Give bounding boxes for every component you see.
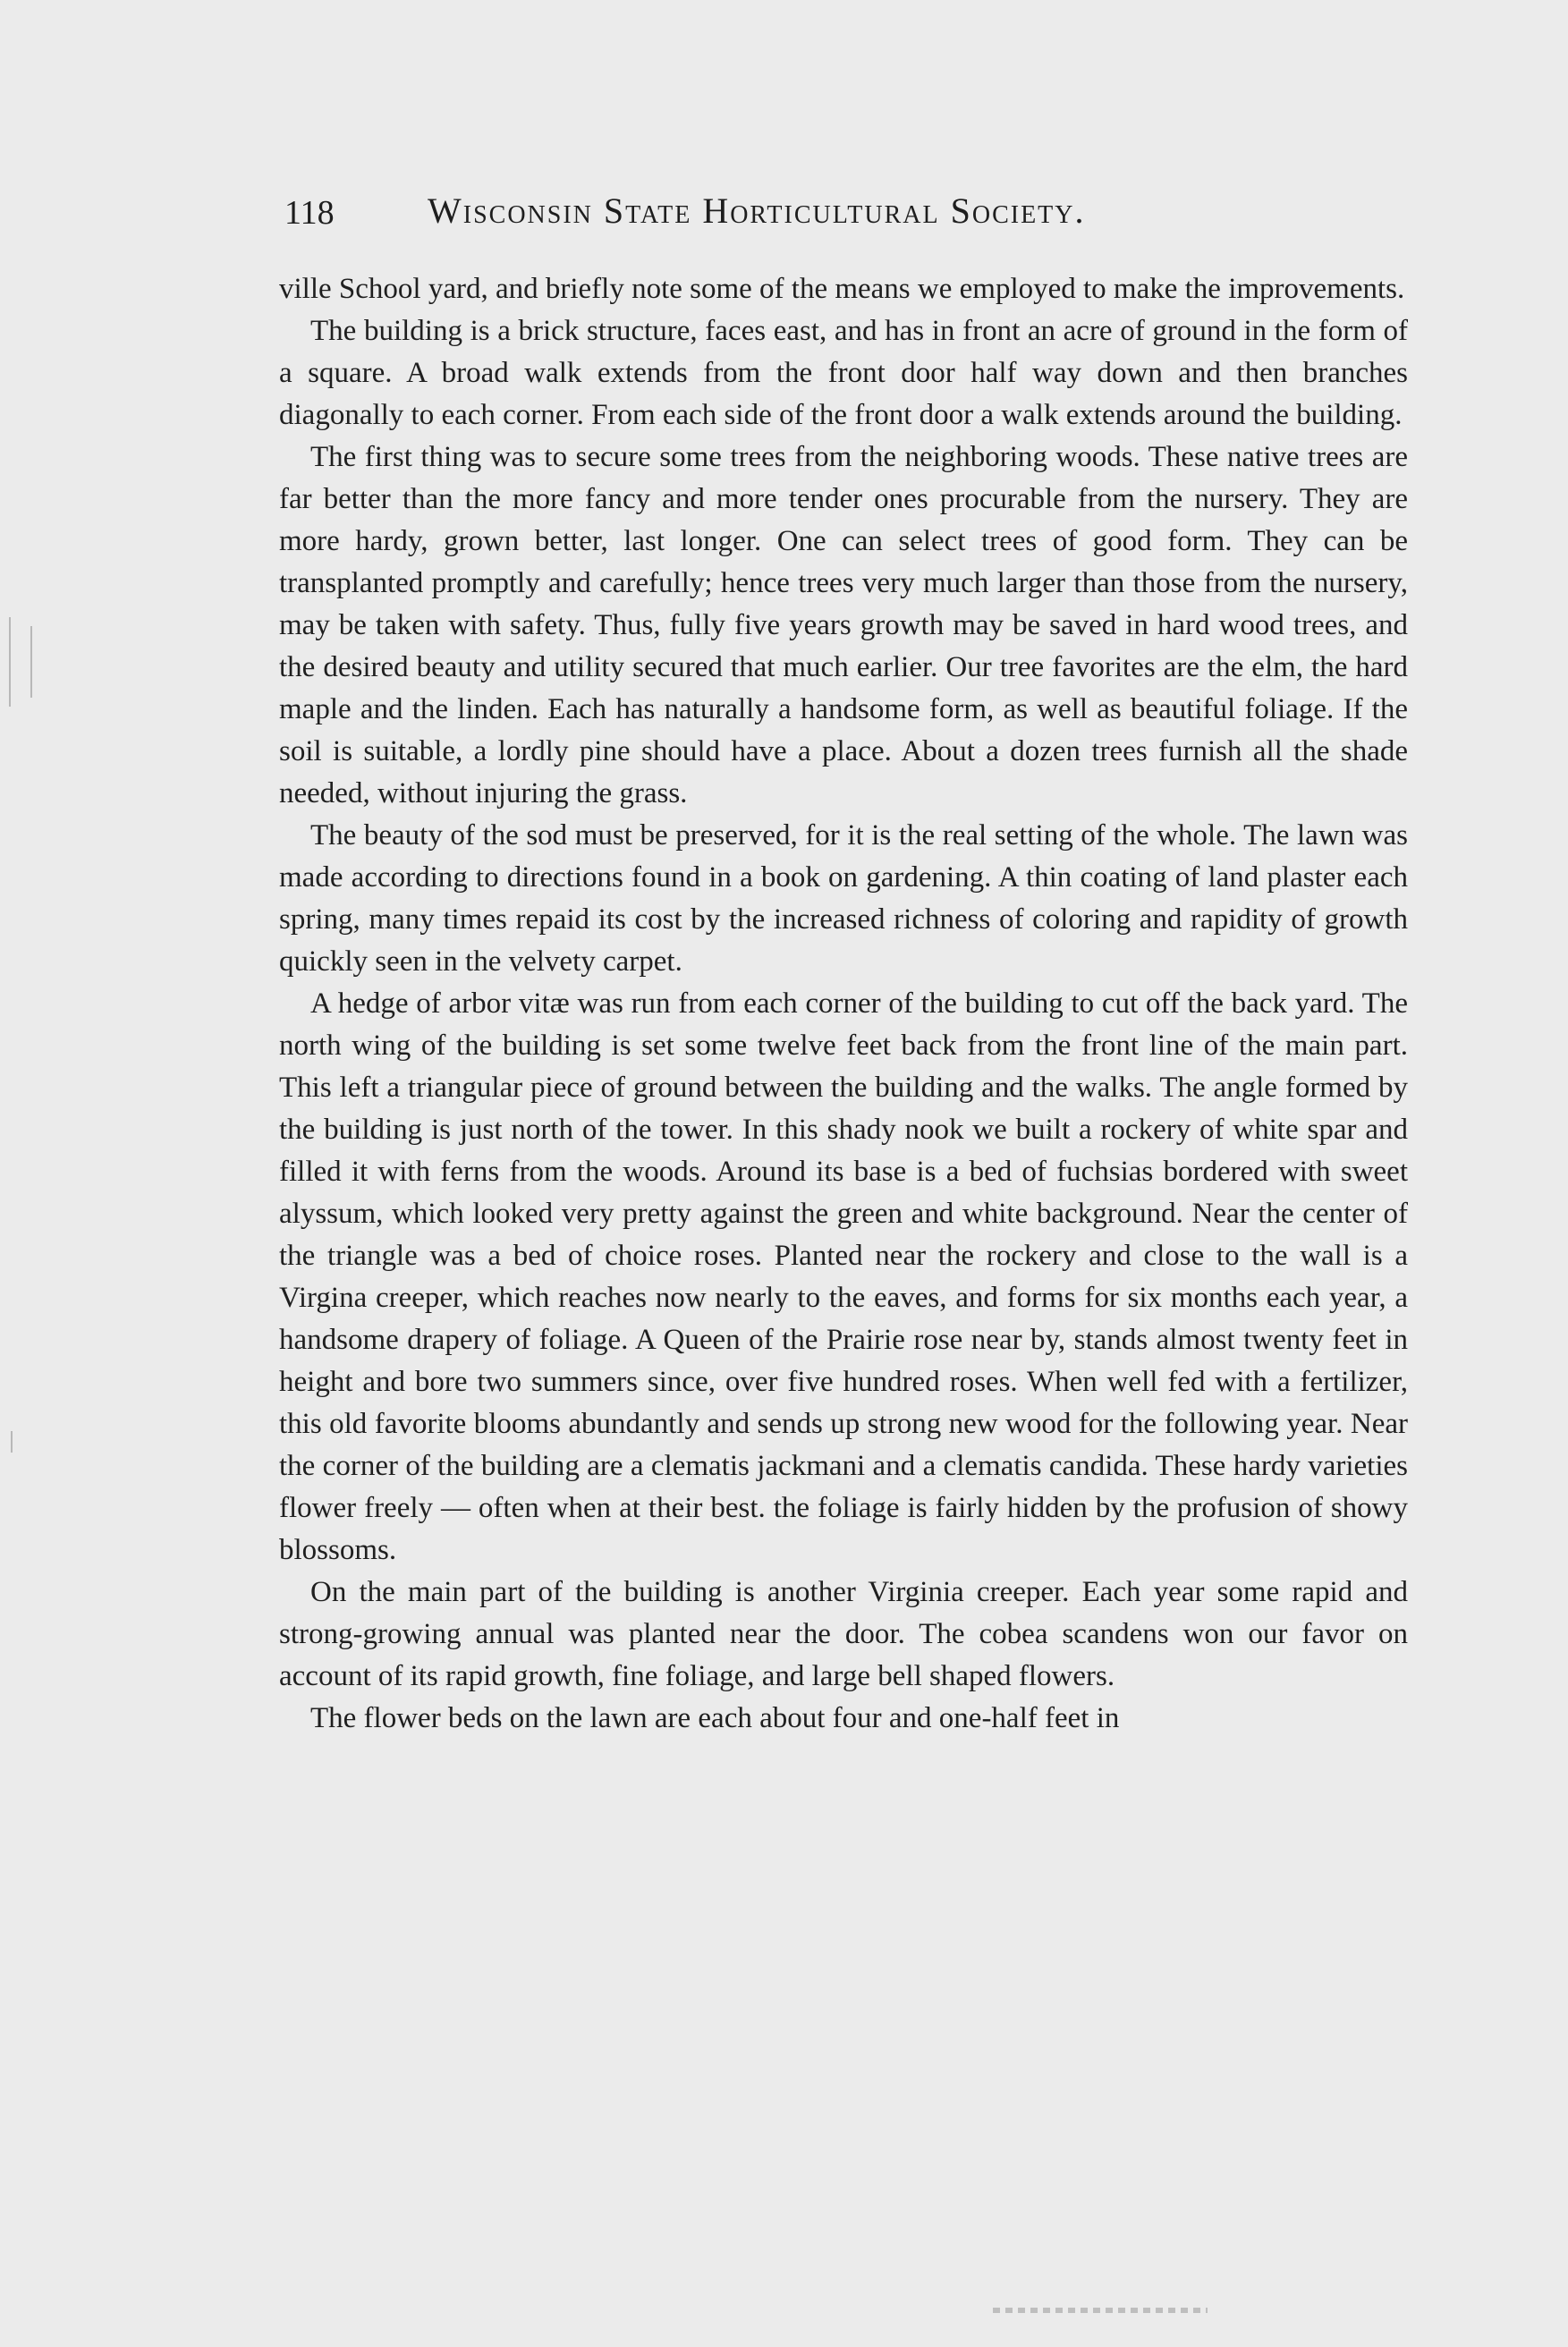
paragraph-hedge: A hedge of arbor vitæ was run from each corner of the building to cut off the back yard. The north wing of the building is set some twelve feet back from the front line of the main part. This left a triangular piece of ground between the building and the walks. The angle formed by the building is just north of the tower. In this shady nook we built a rockery of white spar and filled it with ferns from the woods. Around its base is a bed of fuchsias bordered with sweet alyssum, which looked very pretty against the green and white background. Near the center of the triangle was a bed of choice roses. Planted near the rockery and close to the wall is a Virgina creeper, which reaches now nearly to the eaves, and forms for six months each year, a handsome drapery of foliage. A Queen of the Prairie rose near by, stands almost twenty feet in height and bore two summers since, over five hundred roses. When well fed with a fertilizer, this old favorite blooms abundantly and sends up strong new wood for the following year. Near the corner of the building are a clematis jackmani and a clematis candida. These hardy varieties flower freely — often when at their best. the foliage is fairly hidden by the profusion of showy blossoms. (279, 987, 1408, 1566)
paragraph-trees: The first thing was to secure some trees from the neighboring woods. These native trees are far better than the more fancy and more tender ones procurable from the nursery. They are more hardy, grown better, last longer. One can select trees of good form. They can be transplanted promptly and carefully; hence trees very much larger than those from the nursery, may be taken with safety. Thus, fully five years growth may be saved in hard wood trees, and the desired beauty and utility secured that much earlier. Our tree favorites are the elm, the hard maple and the linden. Each has naturally a handsome form, as well as beautiful foliage. If the soil is suitable, a lordly pine should have a place. About a dozen trees furnish all the shade needed, without injuring the grass. (279, 441, 1408, 809)
page-number: 118 (284, 194, 335, 232)
body-text (279, 268, 1408, 1740)
ink-bleed-through (993, 2308, 1208, 2313)
page-header (284, 190, 1286, 243)
margin-scan-mark (30, 626, 32, 698)
paragraph-sod: The beauty of the sod must be preserved, for it is the real setting of the whole. The lawn was made according to directions found in a book on gardening. A thin coating of land plaster each spring, many times repaid its cost by the increased richness of coloring and rapidity of growth quickly seen in the velvety carpet. (279, 819, 1408, 978)
margin-scan-mark (11, 1431, 13, 1453)
running-head: Wisconsin State Horticultural Society. (428, 191, 1086, 231)
paragraph-continued: ville School yard, and briefly note some of the means we employed to make the improvements. (279, 273, 1405, 305)
paragraph-creeper: On the main part of the building is another Virginia creeper. Each year some rapid and strong-growing annual was planted near the door. The cobea scandens won our favor on account of its rapid growth, fine foliage, and large bell shaped flowers. (279, 1576, 1408, 1692)
margin-scan-mark (9, 617, 11, 707)
paragraph-building: The building is a brick structure, faces east, and has in front an acre of ground in the form of a square. A broad walk extends from the front door half way down and then branches diagonally to each corner. From each side of the front door a walk extends around the building. (279, 315, 1408, 431)
paragraph-flower-beds: The flower beds on the lawn are each about four and one-half feet in (310, 1702, 1120, 1734)
